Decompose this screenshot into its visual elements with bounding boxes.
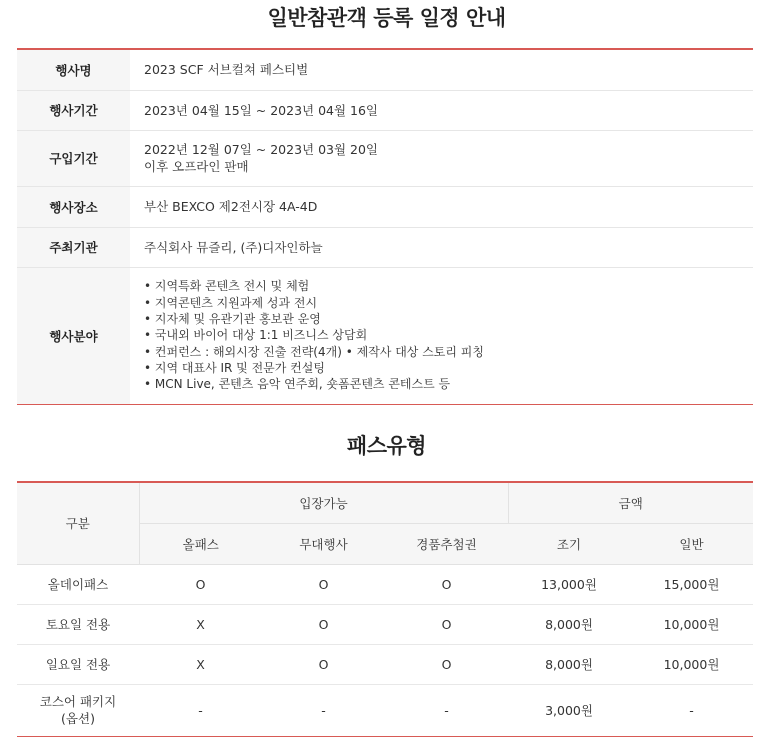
table-row [17, 90, 753, 130]
table-row [17, 684, 753, 736]
pass-name: 일요일 전용 [17, 644, 139, 684]
list-item: • MCN Live, 콘텐츠 음악 연주회, 숏폼콘텐츠 콘테스트 등 [144, 376, 753, 392]
cell-regular-price: 10,000원 [630, 604, 753, 644]
cell-regular-price: 15,000원 [630, 564, 753, 604]
pass-name [17, 684, 139, 736]
header-access-group: 입장가능 [139, 482, 508, 523]
header-category: 구분 [17, 482, 139, 564]
cell-all-pass: O [139, 564, 262, 604]
list-item: • 지역콘텐츠 지원과제 성과 전시 [144, 295, 753, 311]
table-row [17, 644, 753, 684]
pass-name-option: (옵션) [61, 711, 95, 726]
header-stage-event: 무대행사 [262, 523, 385, 564]
pass-name: 토요일 전용 [17, 604, 139, 644]
table-row [17, 564, 753, 604]
pass-table [17, 481, 753, 737]
row-label: 주최기관 [17, 227, 130, 267]
cell-stage-event: O [262, 604, 385, 644]
row-label: 행사기간 [17, 90, 130, 130]
row-label: 행사분야 [17, 267, 130, 404]
table-row [17, 130, 753, 186]
header-regular: 일반 [630, 523, 753, 564]
cell-regular-price: - [689, 702, 694, 718]
cell-early-price: 8,000원 [508, 644, 630, 684]
schedule-title: 일반참관객 등록 일정 안내 [267, 6, 506, 30]
header-early: 조기 [508, 523, 630, 564]
header-all-pass: 올패스 [139, 523, 262, 564]
cell-raffle: O [385, 604, 508, 644]
cell-regular-price: 10,000원 [630, 644, 753, 684]
table-row [17, 227, 753, 267]
venue: 부산 BEXCO 제2전시장 4A-4D [130, 186, 753, 227]
event-name: 2023 SCF 서브컬쳐 페스티벌 [130, 49, 753, 90]
cell-all-pass: X [139, 604, 262, 644]
cell-stage-event: - [321, 702, 326, 718]
purchase-period-dates: 2022년 12월 07일 ~ 2023년 03월 20일 [144, 142, 379, 157]
cell-all-pass: X [139, 644, 262, 684]
header-raffle: 경품추첨권 [385, 523, 508, 564]
pass-name: 올데이패스 [17, 564, 139, 604]
table-row [17, 267, 753, 404]
schedule-table [17, 48, 753, 405]
cell-raffle: O [385, 564, 508, 604]
cell-early-price: 13,000원 [508, 564, 630, 604]
list-item: • 지역특화 콘텐츠 전시 및 체험 [144, 278, 753, 294]
table-row [17, 49, 753, 90]
list-item: • 컨퍼런스 : 해외시장 진출 전략(4개) • 제작사 대상 스토리 피칭 [144, 344, 753, 360]
field-list [144, 278, 753, 392]
cell-raffle: - [444, 702, 449, 718]
cell-stage-event: O [262, 564, 385, 604]
table-row [17, 604, 753, 644]
event-period: 2023년 04월 15일 ~ 2023년 04월 16일 [130, 90, 753, 130]
table-row [17, 186, 753, 227]
cell-raffle: O [385, 644, 508, 684]
pass-name-main: 코스어 패키지 [39, 694, 117, 709]
organizer: 주식회사 뮤즐리, (주)디자인하늘 [130, 227, 753, 267]
cell-early-price: 8,000원 [508, 604, 630, 644]
header-price-group: 금액 [508, 482, 753, 523]
pass-types-title: 패스유형 [346, 434, 427, 458]
row-label: 행사장소 [17, 186, 130, 227]
list-item: • 국내외 바이어 대상 1:1 비즈니스 상담회 [144, 327, 753, 343]
purchase-period [130, 130, 753, 186]
cell-stage-event: O [262, 644, 385, 684]
cell-all-pass: - [198, 702, 203, 718]
purchase-period-note: 이후 오프라인 판매 [144, 159, 249, 174]
list-item: • 지역 대표사 IR 및 전문가 컨설팅 [144, 360, 753, 376]
event-fields [130, 267, 753, 404]
row-label: 구입기간 [17, 130, 130, 186]
row-label: 행사명 [17, 49, 130, 90]
list-item: • 지자체 및 유관기관 홍보관 운영 [144, 311, 753, 327]
cell-early-price: 3,000원 [545, 702, 593, 718]
